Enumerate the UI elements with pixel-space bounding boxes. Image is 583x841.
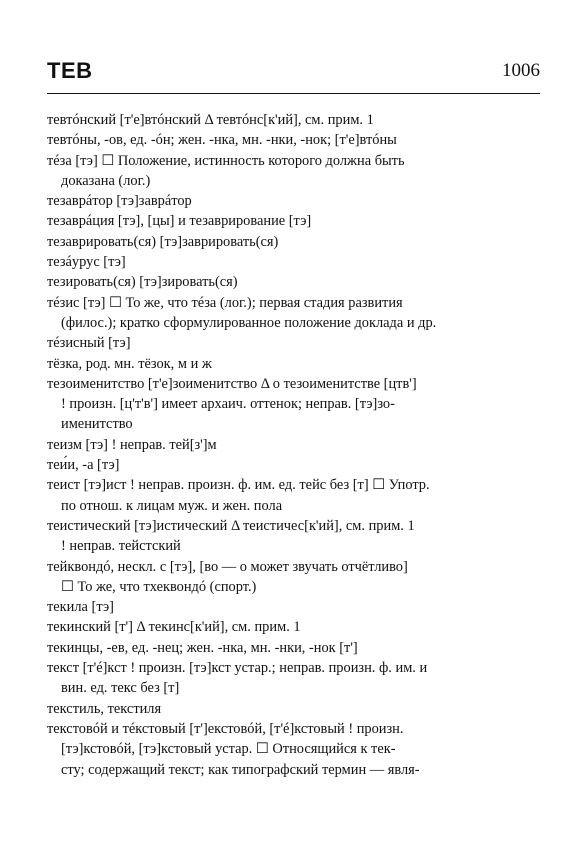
dictionary-entry [47,699,540,719]
entry-continuation-line: ☐ То же, что тхеквондó (спорт.) [61,578,257,595]
dictionary-entry [47,719,540,780]
entry-line: текинский [т'] Δ текинс[к'ий], см. прим. 1 [47,619,301,636]
entry-continuation-line: (филос.); кратко сформулированное положение доклада и др. [61,314,437,331]
entry-line: теист [тэ]ист ! неправ. произн. ф. им. ед. тейс без [т] ☐ Употр. [47,477,430,494]
entry-line: текстиль, текстиля [47,700,162,717]
dictionary-entry [47,354,540,374]
dictionary-entry [47,658,540,699]
entry-line: тевтóны, -ов, ед. -óн; жен. -нка, мн. -нки, -нок; [т'е]втóны [47,132,397,149]
entry-line: тёзка, род. мн. тёзок, м и ж [47,355,212,372]
entry-continuation-line: [тэ]кстовóй, [тэ]кстовый устар. ☐ Относящийся к тек- [61,741,396,758]
dictionary-entries [47,110,540,780]
entry-line: текила [тэ] [47,599,114,616]
dictionary-entry [47,516,540,557]
entry-continuation-line: по отнош. к лицам муж. и жен. пола [61,497,283,514]
dictionary-entry [47,475,540,516]
dictionary-entry [47,191,540,211]
entry-line: тéзис [тэ] ☐ То же, что тéза (лог.); первая стадия развития [47,294,403,311]
dictionary-entry [47,455,540,475]
entry-line: теи́и, -а [тэ] [47,457,120,474]
dictionary-entry [47,638,540,658]
entry-continuation-line: доказана (лог.) [61,172,151,189]
entry-line: тейквондó, нескл. с [тэ], [во — о может звучать отчётливо] [47,558,408,575]
entry-line: тéза [тэ] ☐ Положение, истинность которого должна быть [47,152,405,169]
entry-line: тезáурус [тэ] [47,254,126,271]
dictionary-entry [47,617,540,637]
entry-continuation-line: сту; содержащий текст; как типографский термин — явля- [61,761,420,778]
dictionary-entry [47,333,540,353]
entry-line: тевтóнский [т'е]втóнский Δ тевтóнс[к'ий], см. прим. 1 [47,112,374,128]
dictionary-entry [47,130,540,150]
running-headword: ТЕВ [47,58,93,83]
page-number: 1006 [502,60,540,81]
entry-line: теизм [тэ] ! неправ. тей[з']м [47,436,217,453]
dictionary-entry [47,252,540,272]
dictionary-entry [47,374,540,435]
dictionary-entry [47,597,540,617]
entry-continuation-line: ! неправ. тейстский [61,538,181,555]
dictionary-entry [47,232,540,252]
page-header [47,58,540,90]
dictionary-entry [47,272,540,292]
entry-continuation-line: ! произн. [ц'т'в'] имеет архаич. оттенок; неправ. [тэ]зо- [61,396,395,413]
entry-line: тезоименитство [т'е]зоименитство Δ о тезоименитстве [цтв'] [47,375,417,392]
dictionary-entry [47,557,540,598]
dictionary-entry [47,211,540,231]
entry-continuation-line: именитство [61,416,133,433]
entry-line: тезировать(ся) [тэ]зировать(ся) [47,274,238,291]
dictionary-entry [47,293,540,334]
entry-line: текстовóй и тéкстовый [т']екстовóй, [т'é]кстовый ! произн. [47,720,404,737]
dictionary-entry [47,110,540,130]
entry-line: тезаврировать(ся) [тэ]заврировать(ся) [47,233,279,250]
entry-line: текинцы, -ев, ед. -нец; жен. -нка, мн. -нки, -нок [т'] [47,639,358,656]
entry-line: текст [т'é]кст ! произн. [тэ]кст устар.; неправ. произн. ф. им. и [47,660,428,677]
entry-continuation-line: вин. ед. текс без [т] [61,680,180,697]
entry-line: теистический [тэ]истический Δ теистичес[к'ий], см. прим. 1 [47,517,415,534]
entry-line: тезаврáция [тэ], [цы] и тезаврирование [тэ] [47,213,312,230]
header-rule [47,93,540,94]
dictionary-entry [47,151,540,192]
entry-line: тéзисный [тэ] [47,335,131,352]
entry-line: тезаврáтор [тэ]заврáтор [47,193,192,210]
dictionary-entry [47,435,540,455]
